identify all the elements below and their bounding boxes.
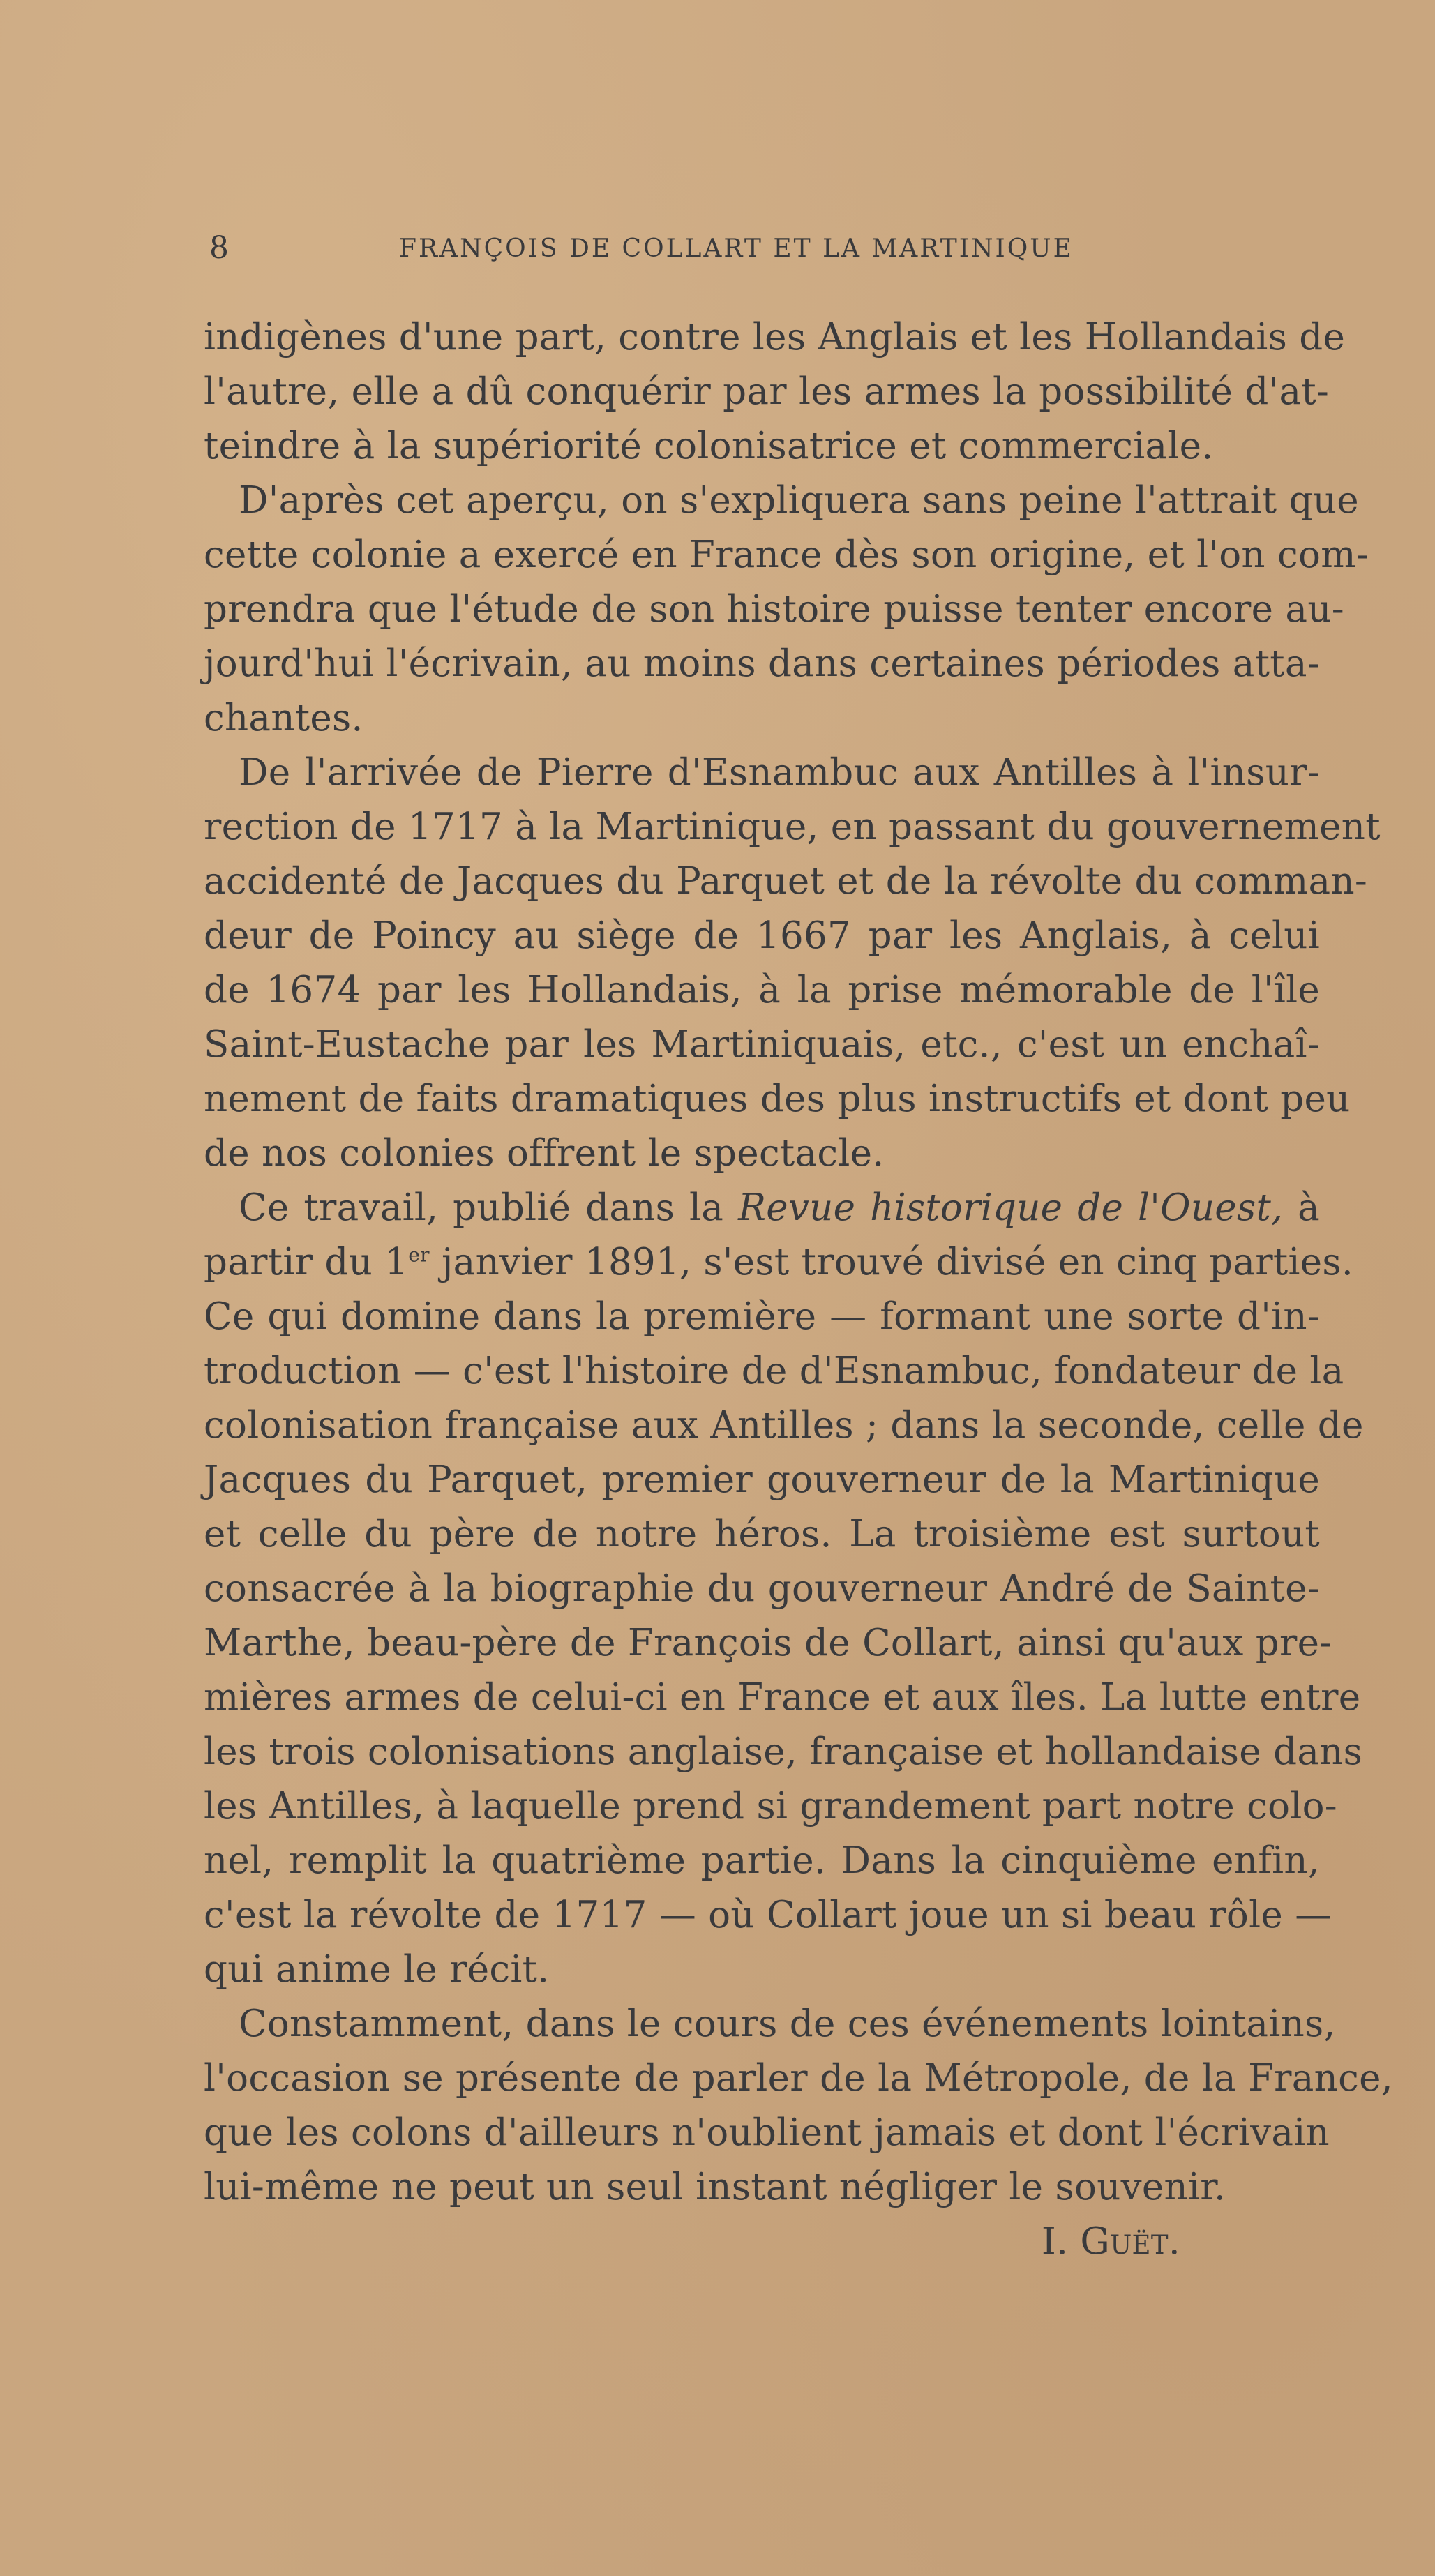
text-segment: à — [1298, 1187, 1320, 1229]
text-line: Saint-Eustache par les Martiniquais, etc., c'est un enchaî- — [204, 1023, 1320, 1066]
body-text — [204, 310, 1393, 2269]
running-head — [209, 230, 1325, 272]
text-line: colonisation française aux Antilles ; dans la seconde, celle de — [204, 1404, 1364, 1447]
text-line: D'après cet aperçu, on s'expliquera sans peine l'attrait que — [239, 479, 1359, 522]
text-line: qui anime le récit. — [204, 1948, 550, 1991]
text-segment: partir du 1 — [204, 1241, 409, 1283]
journal-title: Revue historique de l'Ouest, — [738, 1187, 1284, 1229]
text-line: que les colons d'ailleurs n'oublient jamais et dont l'écrivain — [204, 2111, 1330, 2154]
text-line — [204, 1235, 1354, 1290]
text-line: cette colonie a exercé en France dès son origine, et l'on com- — [204, 534, 1369, 576]
text-line: nement de faits dramatiques des plus instructifs et dont peu — [204, 1078, 1351, 1120]
text-line: Constamment, dans le cours de ces événements lointains, — [239, 2003, 1336, 2045]
text-line: prendra que l'étude de son histoire puisse tenter encore au- — [204, 588, 1344, 631]
text-line: l'autre, elle a dû conquérir par les armes la possibilité d'at- — [204, 370, 1330, 413]
ordinal-superscript: er — [408, 1243, 430, 1267]
page-number: 8 — [209, 230, 230, 266]
text-line — [204, 1181, 1320, 1235]
text-line: deur de Poincy au siège de 1667 par les Anglais, à celui — [204, 914, 1320, 957]
running-title: FRANÇOIS DE COLLART ET LA MARTINIQUE — [399, 234, 1074, 263]
text-line: troduction — c'est l'histoire de d'Esnambuc, fondateur de la — [204, 1350, 1344, 1392]
text-line: jourd'hui l'écrivain, au moins dans certaines périodes atta- — [204, 642, 1320, 685]
text-line: et celle du père de notre héros. La troisième est surtout — [204, 1513, 1320, 1556]
text-line: mières armes de celui-ci en France et aux îles. La lutte entre — [204, 1676, 1361, 1719]
text-line: Jacques du Parquet, premier gouverneur de la Martinique — [204, 1459, 1320, 1501]
text-segment: Ce travail, publié dans la — [239, 1187, 724, 1229]
text-line: lui-même ne peut un seul instant négliger le souvenir. — [204, 2166, 1226, 2208]
text-line: chantes. — [204, 697, 363, 739]
text-line: les Antilles, à laquelle prend si grandement part notre colo- — [204, 1785, 1337, 1828]
text-line: consacrée à la biographie du gouverneur André de Sainte- — [204, 1567, 1320, 1610]
text-line: rection de 1717 à la Martinique, en passant du gouvernement — [204, 806, 1381, 848]
text-line: de nos colonies offrent le spectacle. — [204, 1132, 885, 1175]
text-line: indigènes d'une part, contre les Anglais et les Hollandais de — [204, 316, 1346, 359]
text-line: Marthe, beau-père de François de Collart, ainsi qu'aux pre- — [204, 1622, 1332, 1664]
text-line: nel, remplit la quatrième partie. Dans la cinquième enfin, — [204, 1839, 1320, 1882]
text-line: accidenté de Jacques du Parquet et de la révolte du comman- — [204, 860, 1368, 903]
text-line: l'occasion se présente de parler de la Métropole, de la France, — [204, 2057, 1393, 2100]
text-segment: janvier 1891, s'est trouvé divisé en cinq parties. — [441, 1241, 1354, 1283]
text-line: De l'arrivée de Pierre d'Esnambuc aux Antilles à l'insur- — [239, 751, 1320, 794]
author-signature: I. Guët. — [1041, 2220, 1180, 2263]
text-line: c'est la révolte de 1717 — où Collart joue un si beau rôle — — [204, 1894, 1332, 1936]
text-line: de 1674 par les Hollandais, à la prise mémorable de l'île — [204, 969, 1320, 1011]
text-line: Ce qui domine dans la première — formant une sorte d'in- — [204, 1295, 1320, 1338]
text-line: les trois colonisations anglaise, française et hollandaise dans — [204, 1731, 1363, 1773]
text-line: teindre à la supériorité colonisatrice et commerciale. — [204, 425, 1214, 467]
